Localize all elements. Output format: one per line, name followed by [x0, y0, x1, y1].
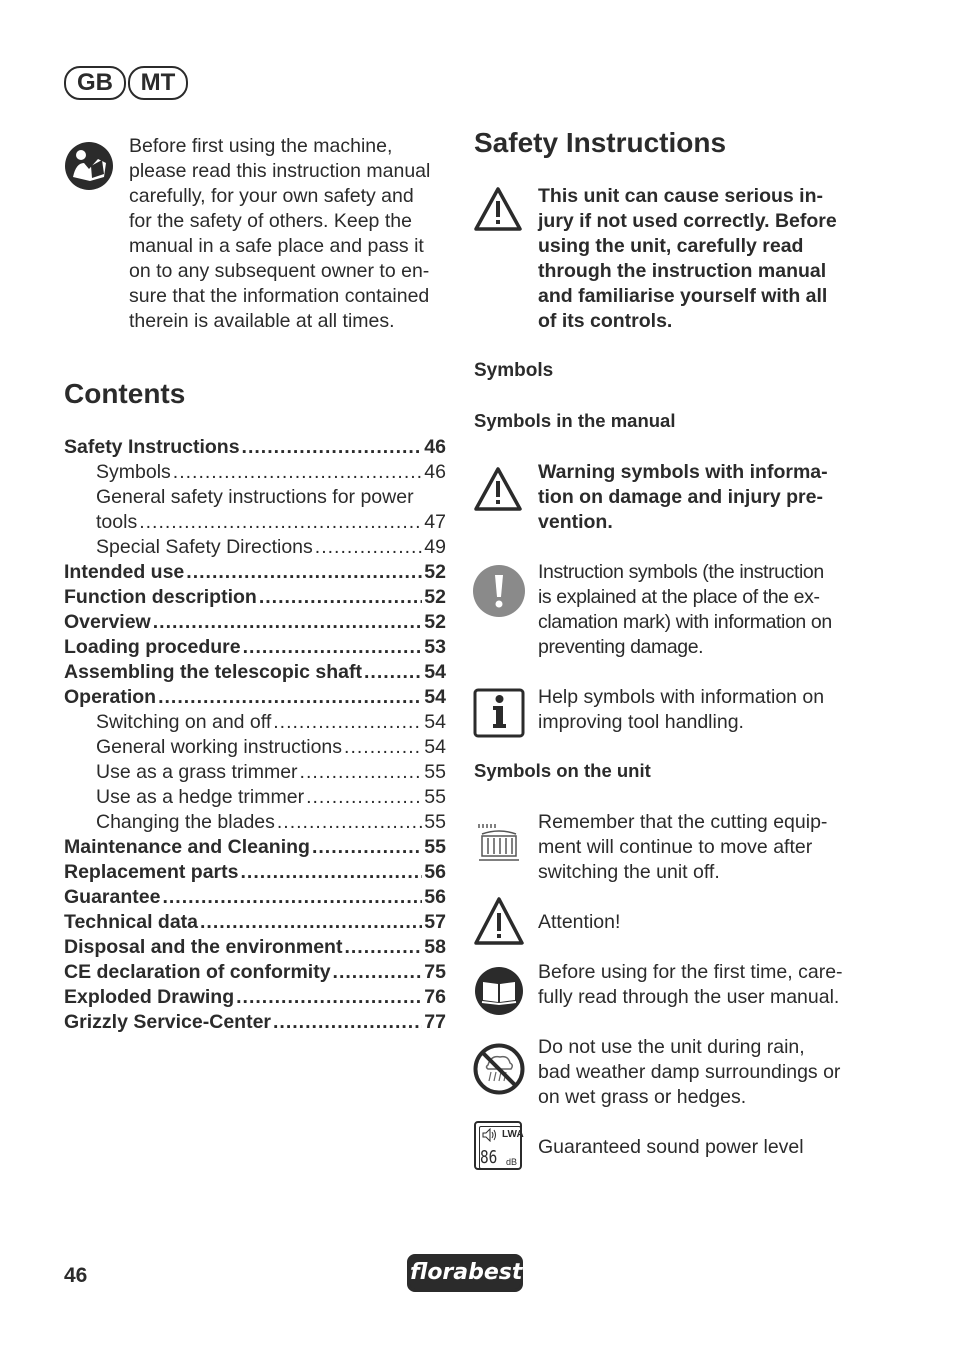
symbol-description: Attention!	[538, 911, 621, 933]
no-rain-icon	[473, 1043, 525, 1095]
toc-entry[interactable]: Switching on and off ..... 54	[64, 710, 446, 735]
symbol-description: Help symbols with information on improving tool handling.	[538, 686, 825, 733]
toc-entry[interactable]: Disposal and the environment ..... 58	[64, 935, 446, 960]
safety-warning-text: This unit can cause serious in- jury if not used correctly. Before using the unit, carefully read through the instruction manual and familiarise yourself with all of its controls.	[538, 185, 837, 332]
lang-badge-gb: GB	[64, 66, 126, 100]
toc-entry[interactable]: General safety instructions for power	[96, 486, 414, 508]
read-manual-icon	[64, 141, 114, 191]
toc-entry[interactable]: Intended use ..... 52	[64, 560, 446, 585]
symbol-description: Instruction symbols (the instruction is explained at the place of the ex- clamation mark) with information on preventing damage.	[538, 561, 832, 658]
attention-triangle-icon	[473, 896, 525, 946]
sound-label: LWA	[502, 1129, 524, 1140]
info-icon	[473, 688, 525, 738]
toc-entry[interactable]: Safety Instructions ..... 46	[64, 435, 446, 460]
symbol-description: Guaranteed sound power level	[538, 1136, 804, 1158]
toc-entry[interactable]: Replacement parts ..... 56	[64, 860, 446, 885]
unit-symbols-heading: Symbols on the unit	[474, 760, 651, 781]
toc-entry[interactable]: General working instructions ..... 54	[64, 735, 446, 760]
toc-entry[interactable]: Assembling the telescopic shaft ..... 54	[64, 660, 446, 685]
symbol-description: Remember that the cutting equip- ment will continue to move after switching the unit off.	[538, 811, 828, 883]
toc-entry[interactable]: Loading procedure ..... 53	[64, 635, 446, 660]
contents-title: Contents	[64, 378, 186, 409]
toc-entry[interactable]: Technical data ..... 57	[64, 910, 446, 935]
sound-value: 86	[480, 1147, 498, 1168]
cutting-blade-coast-icon	[476, 820, 522, 866]
toc-entry[interactable]: CE declaration of conformity ..... 75	[64, 960, 446, 985]
read-manual-book-icon	[474, 966, 524, 1016]
table-of-contents	[64, 435, 446, 1035]
symbol-description: Before using for the first time, care- fully read through the user manual.	[538, 961, 843, 1008]
toc-entry[interactable]: Guarantee ..... 56	[64, 885, 446, 910]
toc-entry[interactable]: tools ..... 47	[64, 510, 446, 535]
toc-entry[interactable]: Changing the blades ..... 55	[64, 810, 446, 835]
toc-entry[interactable]: Function description ..... 52	[64, 585, 446, 610]
warning-triangle-icon	[473, 186, 523, 232]
exclamation-circle-icon	[473, 565, 525, 617]
safety-title: Safety Instructions	[474, 127, 727, 158]
symbol-description: Warning symbols with informa- tion on damage and injury pre- vention.	[538, 461, 828, 533]
brand-logo: florabest	[407, 1254, 523, 1292]
symbols-heading: Symbols	[474, 360, 554, 381]
toc-entry[interactable]: Special Safety Directions ..... 49	[64, 535, 446, 560]
toc-entry[interactable]: Use as a grass trimmer ..... 55	[64, 760, 446, 785]
sound-unit: dB	[506, 1157, 518, 1167]
lang-badge-mt: MT	[128, 66, 188, 100]
page-number: 46	[64, 1264, 88, 1287]
toc-entry[interactable]: Symbols ..... 46	[64, 460, 446, 485]
toc-entry[interactable]: Operation ..... 54	[64, 685, 446, 710]
sound-icon	[482, 1128, 498, 1142]
warning-triangle-icon	[473, 466, 523, 512]
toc-entry[interactable]: Exploded Drawing ..... 76	[64, 985, 446, 1010]
toc-entry[interactable]: Maintenance and Cleaning ..... 55	[64, 835, 446, 860]
intro-text: Before first using the machine, please read this instruction manual carefully, for your own safety and for the safety of others. Keep the manual in a safe place and pass it on to any subsequent owner to en- sure that the information contained therein is available at all times.	[129, 135, 431, 332]
toc-entry[interactable]: Grizzly Service-Center ..... 77	[64, 1010, 446, 1035]
symbol-description: Do not use the unit during rain, bad weather damp surroundings or on wet grass or hedges.	[538, 1036, 841, 1108]
toc-entry[interactable]: Overview ..... 52	[64, 610, 446, 635]
manual-symbols-heading: Symbols in the manual	[474, 410, 676, 431]
toc-entry[interactable]: Use as a hedge trimmer ..... 55	[64, 785, 446, 810]
sound-power-level-icon	[474, 1121, 522, 1170]
